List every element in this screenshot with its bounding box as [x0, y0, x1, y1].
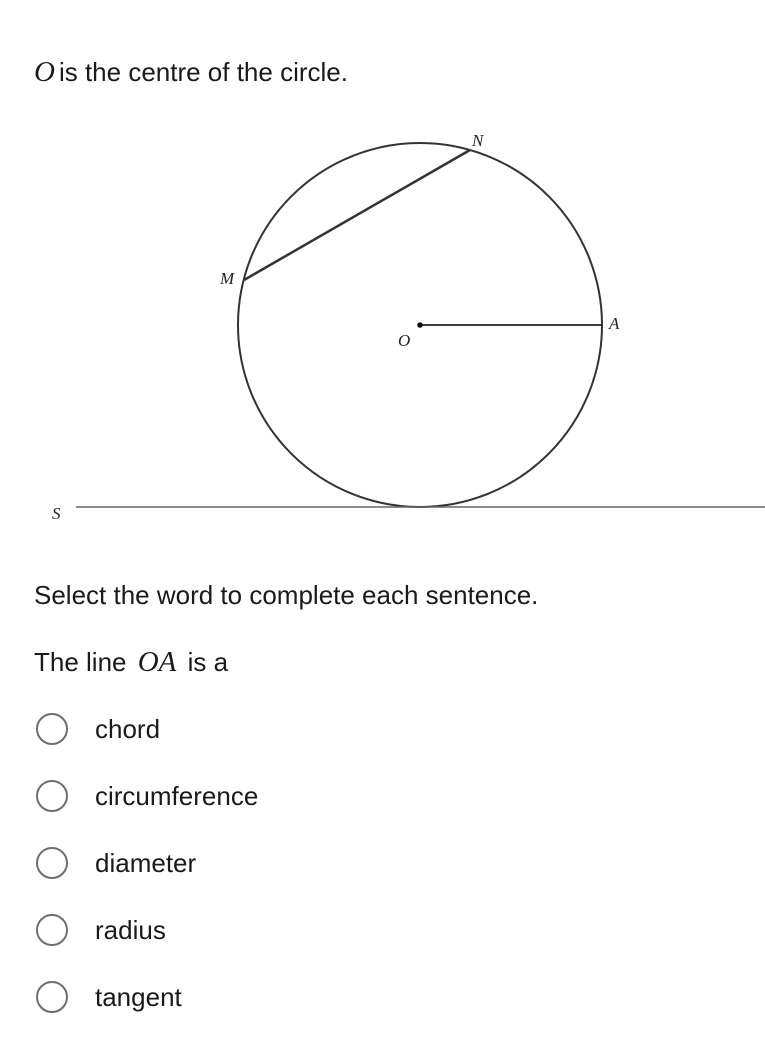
- question-prefix: The line: [34, 647, 127, 677]
- option-diameter[interactable]: [36, 840, 636, 886]
- intro-text: is the centre of the circle.: [58, 57, 348, 87]
- answer-options: [36, 706, 636, 1041]
- line-symbol: OA: [137, 646, 177, 678]
- option-label: chord: [95, 714, 161, 744]
- intro-statement: [34, 54, 348, 90]
- radio-button[interactable]: [36, 780, 68, 812]
- option-tangent[interactable]: [36, 974, 636, 1020]
- question-prompt: [34, 644, 228, 680]
- radio-button[interactable]: [36, 914, 68, 946]
- option-label: radius: [95, 915, 166, 945]
- instruction-text: Select the word to complete each sentence.: [34, 580, 539, 610]
- option-label: circumference: [95, 781, 259, 811]
- label-n: N: [472, 131, 484, 150]
- option-circumference[interactable]: [36, 773, 636, 819]
- chord-mn: [244, 150, 470, 280]
- question-suffix: is a: [187, 647, 229, 677]
- radio-button[interactable]: [36, 847, 68, 879]
- label-s: S: [52, 504, 61, 523]
- option-label: tangent: [95, 982, 182, 1012]
- option-label: diameter: [95, 848, 197, 878]
- label-o: O: [398, 331, 411, 350]
- radio-button[interactable]: [36, 981, 68, 1013]
- label-a: A: [609, 314, 620, 333]
- option-radius[interactable]: [36, 907, 636, 953]
- option-chord[interactable]: [36, 706, 636, 752]
- label-m: M: [220, 269, 235, 288]
- circle-diagram: [0, 110, 765, 530]
- centre-symbol: O: [34, 56, 55, 88]
- centre-point: [417, 322, 423, 328]
- radio-button[interactable]: [36, 713, 68, 745]
